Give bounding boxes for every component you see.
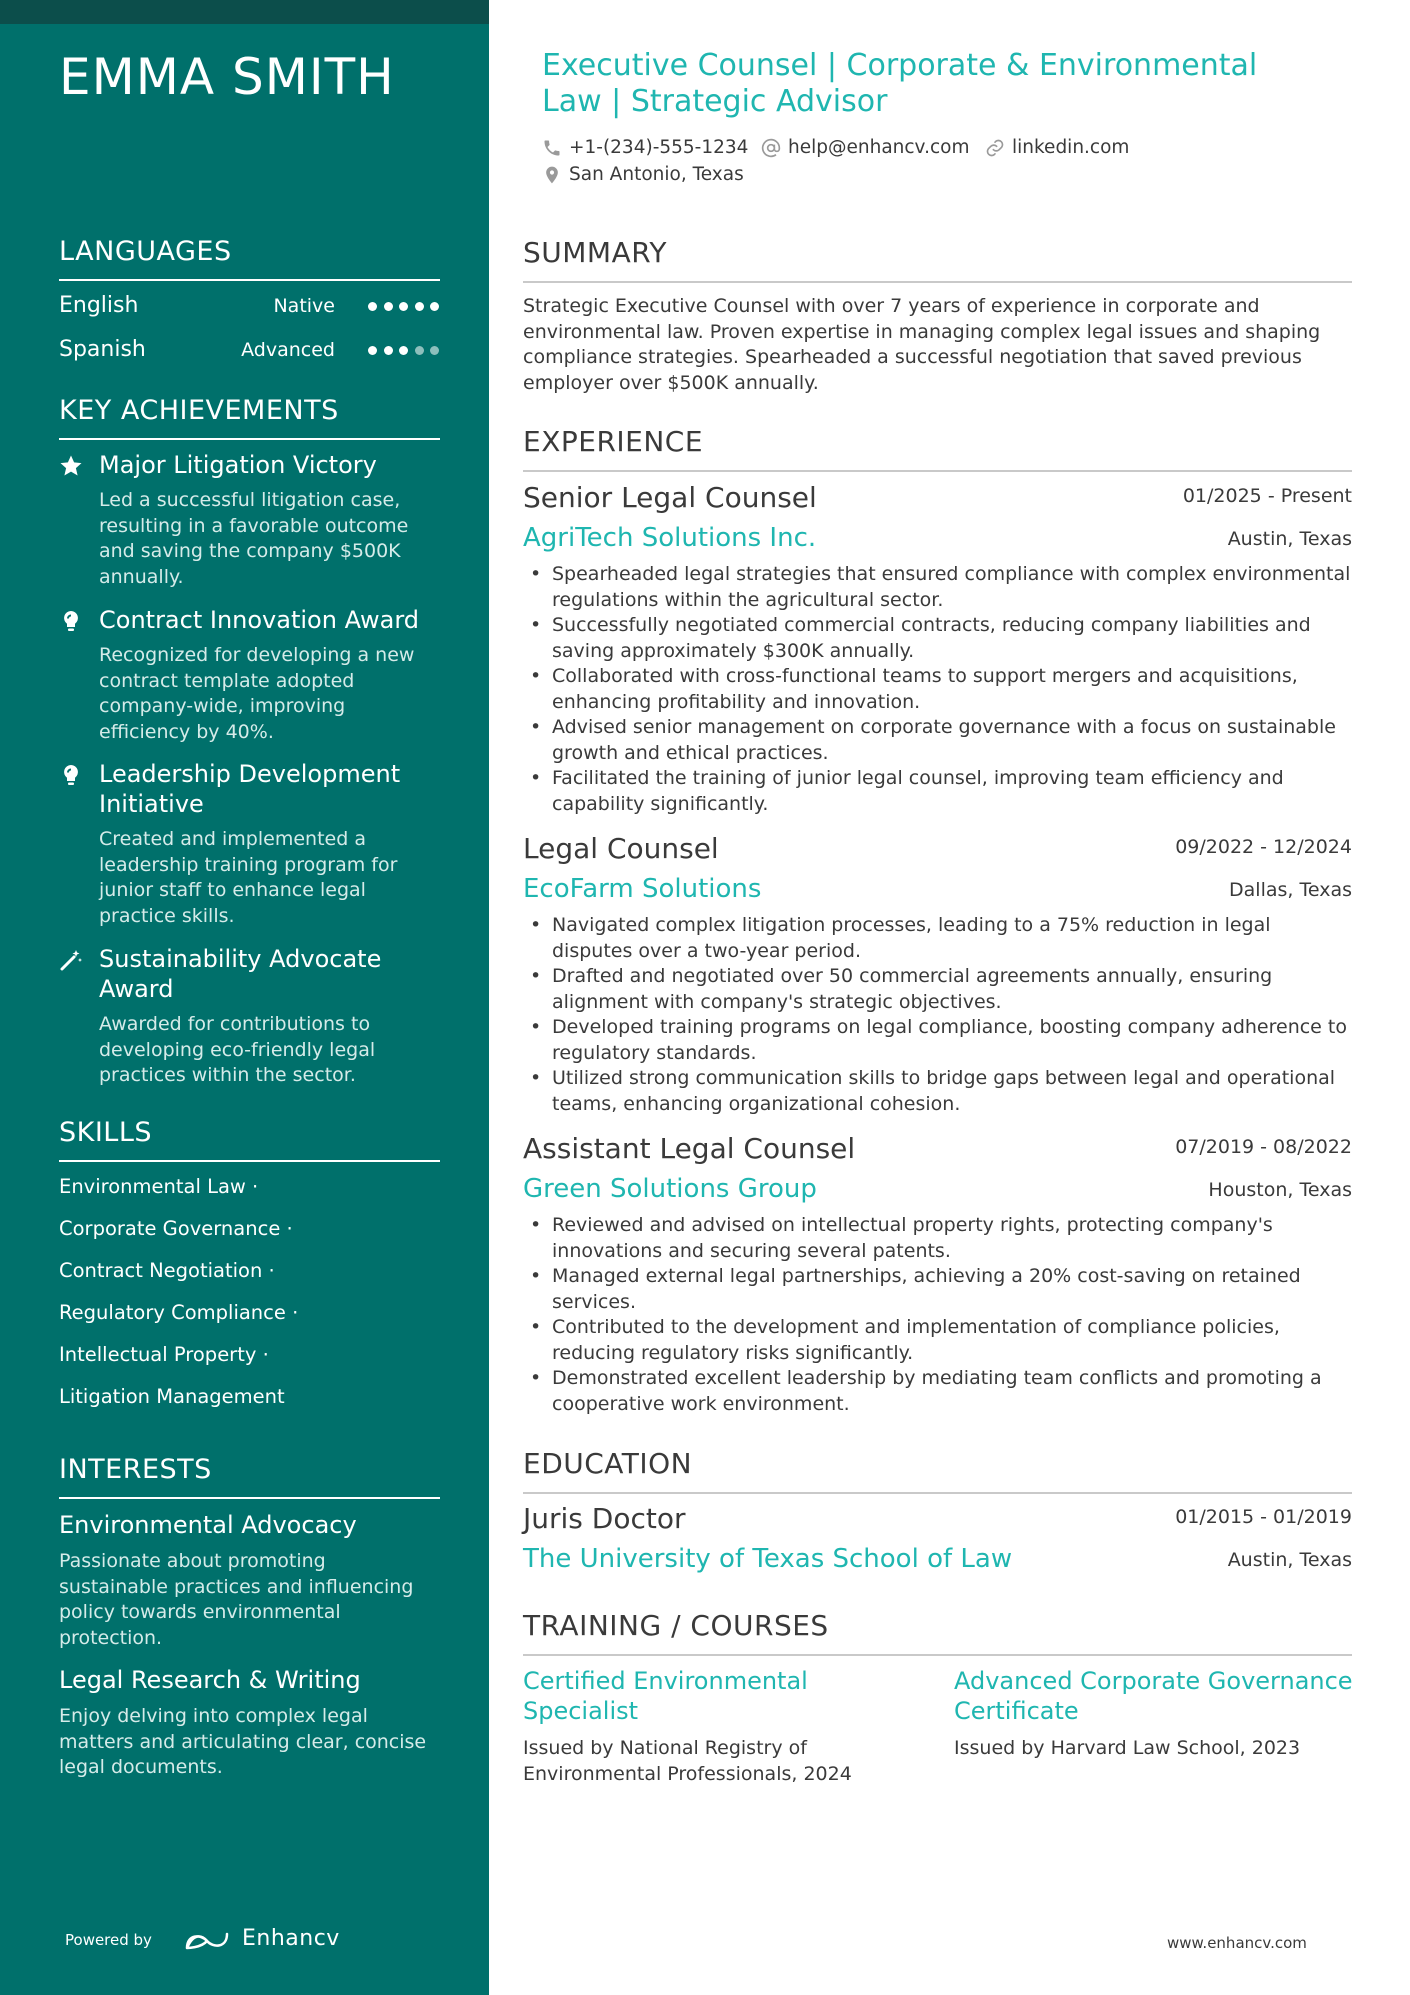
magic-wand-icon bbox=[59, 948, 83, 972]
language-rating bbox=[368, 346, 440, 358]
list-item: • Advised senior management on corporate governance with a focus on sustainable growth and ethical practices. bbox=[523, 715, 1352, 766]
interest-title: Legal Research & Writing bbox=[59, 1666, 361, 1694]
achievement-desc: Recognized for developing a new contract template adopted company-wide, improving efficiency by 40%. bbox=[99, 644, 415, 743]
achievement-desc: Awarded for contributions to developing eco-friendly legal practices within the sector. bbox=[99, 1013, 376, 1086]
language-level: Advanced bbox=[241, 339, 335, 361]
headline: Executive Counsel | Corporate & Environmental Law | Strategic Advisor bbox=[542, 48, 1258, 119]
skill-item: Corporate Governance · bbox=[59, 1217, 293, 1240]
achievement-title: Contract Innovation Award bbox=[99, 606, 420, 634]
rating-dot bbox=[368, 346, 377, 355]
course-title: Advanced Corporate Governance Certificate bbox=[954, 1667, 1353, 1725]
job-date: 07/2019 - 08/2022 bbox=[1175, 1136, 1352, 1158]
list-item: • Drafted and negotiated over 50 commercial agreements annually, ensuring alignment with company's strategic objectives. bbox=[523, 964, 1352, 1015]
list-item: • Developed training programs on legal compliance, boosting company adherence to regulatory standards. bbox=[523, 1015, 1352, 1066]
enhancv-brand[interactable]: Enhancv bbox=[242, 1926, 340, 1951]
education-location: Austin, Texas bbox=[1227, 1549, 1352, 1571]
job-title: Senior Legal Counsel bbox=[523, 481, 817, 514]
job-bullets bbox=[523, 562, 1352, 817]
rating-dot bbox=[415, 346, 424, 355]
rating-dot bbox=[430, 302, 439, 311]
education-date: 01/2015 - 01/2019 bbox=[1175, 1506, 1352, 1528]
job-company: Green Solutions Group bbox=[523, 1174, 817, 1204]
course-desc: Issued by National Registry of Environmental Professionals, 2024 bbox=[523, 1737, 852, 1785]
interest-desc: Passionate about promoting sustainable practices and influencing policy towards environmental protection. bbox=[59, 1550, 414, 1649]
school-name: The University of Texas School of Law bbox=[523, 1544, 1013, 1574]
achievement-title: Leadership Development Initiative bbox=[99, 760, 401, 818]
job-date: 09/2022 - 12/2024 bbox=[1175, 836, 1352, 858]
interest-desc: Enjoy delving into complex legal matters and articulating clear, concise legal documents. bbox=[59, 1705, 427, 1778]
job-location: Austin, Texas bbox=[1227, 528, 1352, 550]
achievement-title: Sustainability Advocate Award bbox=[99, 945, 382, 1003]
list-item: • Managed external legal partnerships, achieving a 20% cost-saving on retained services. bbox=[523, 1264, 1352, 1315]
list-item: • Demonstrated excellent leadership by mediating team conflicts and promoting a cooperative work environment. bbox=[523, 1366, 1352, 1417]
rating-dot bbox=[399, 346, 408, 355]
job-bullets bbox=[523, 913, 1352, 1117]
powered-by-label: Powered by bbox=[65, 1931, 152, 1949]
email-text[interactable]: help@enhancv.com bbox=[788, 137, 970, 158]
linkedin-link[interactable]: linkedin.com bbox=[1012, 137, 1130, 158]
language-level: Native bbox=[273, 295, 335, 317]
language-rating bbox=[368, 302, 440, 314]
enhancv-logo-icon[interactable] bbox=[183, 1926, 231, 1956]
rating-dot bbox=[430, 346, 439, 355]
rating-dot bbox=[384, 346, 393, 355]
rating-dot bbox=[384, 302, 393, 311]
achievements-heading: KEY ACHIEVEMENTS bbox=[59, 395, 440, 440]
summary-text: Strategic Executive Counsel with over 7 years of experience in corporate and environmental law. Proven expertise in managing complex legal issues and shaping compliance strategies. Spearheaded a successful negotiation that saved previous employer over $500K annually. bbox=[523, 295, 1321, 394]
lightbulb-icon bbox=[59, 609, 83, 633]
phone-text[interactable]: +1-(234)-555-1234 bbox=[569, 137, 749, 158]
summary-heading: SUMMARY bbox=[523, 236, 1352, 283]
interest-title: Environmental Advocacy bbox=[59, 1511, 357, 1539]
rating-dot bbox=[368, 302, 377, 311]
sidebar-top-bar bbox=[0, 0, 489, 24]
location-pin-icon bbox=[542, 165, 562, 185]
rating-dot bbox=[399, 302, 408, 311]
course-desc: Issued by Harvard Law School, 2023 bbox=[954, 1737, 1301, 1759]
at-sign-icon bbox=[761, 138, 781, 158]
list-item: • Contributed to the development and implementation of compliance policies, reducing regulatory risks significantly. bbox=[523, 1315, 1352, 1366]
job-date: 01/2025 - Present bbox=[1182, 485, 1352, 507]
job-location: Houston, Texas bbox=[1208, 1179, 1352, 1201]
job-location: Dallas, Texas bbox=[1229, 879, 1352, 901]
skills-heading: SKILLS bbox=[59, 1117, 440, 1162]
education-heading: EDUCATION bbox=[523, 1447, 1352, 1494]
location-text: San Antonio, Texas bbox=[569, 164, 744, 185]
languages-heading: LANGUAGES bbox=[59, 236, 440, 281]
job-bullets bbox=[523, 1213, 1352, 1417]
list-item: • Spearheaded legal strategies that ensured compliance with complex environmental regulations within the agricultural sector. bbox=[523, 562, 1352, 613]
job-title: Assistant Legal Counsel bbox=[523, 1132, 856, 1165]
training-heading: TRAINING / COURSES bbox=[523, 1609, 1352, 1656]
experience-heading: EXPERIENCE bbox=[523, 425, 1352, 472]
skill-item: Contract Negotiation · bbox=[59, 1259, 275, 1282]
achievement-desc: Created and implemented a leadership training program for junior staff to enhance legal practice skills. bbox=[99, 828, 398, 927]
language-name: English bbox=[59, 293, 139, 318]
degree-title: Juris Doctor bbox=[523, 1502, 686, 1535]
list-item: • Collaborated with cross-functional teams to support mergers and acquisitions, enhancing profitability and innovation. bbox=[523, 664, 1352, 715]
star-icon bbox=[59, 454, 83, 478]
list-item: • Navigated complex litigation processes, leading to a 75% reduction in legal disputes over a two-year period. bbox=[523, 913, 1352, 964]
language-row bbox=[59, 337, 440, 371]
language-name: Spanish bbox=[59, 337, 146, 362]
language-row bbox=[59, 293, 440, 327]
list-item: • Utilized strong communication skills to bridge gaps between legal and operational teams, enhancing organizational cohesion. bbox=[523, 1066, 1352, 1117]
achievement-desc: Led a successful litigation case, resulting in a favorable outcome and saving the company $500K annually. bbox=[99, 489, 409, 588]
list-item: • Successfully negotiated commercial contracts, reducing company liabilities and saving approximately $300K annually. bbox=[523, 613, 1352, 664]
job-company: EcoFarm Solutions bbox=[523, 874, 762, 904]
phone-icon bbox=[542, 138, 562, 158]
interests-heading: INTERESTS bbox=[59, 1454, 440, 1499]
skill-item: Regulatory Compliance · bbox=[59, 1301, 299, 1324]
skill-item: Environmental Law · bbox=[59, 1175, 259, 1198]
course-title: Certified Environmental Specialist bbox=[523, 1667, 808, 1725]
lightbulb-icon bbox=[59, 763, 83, 787]
rating-dot bbox=[415, 302, 424, 311]
skill-item: Litigation Management bbox=[59, 1385, 285, 1408]
job-company: AgriTech Solutions Inc. bbox=[523, 523, 817, 553]
candidate-name: EMMA SMITH bbox=[59, 48, 395, 106]
job-title: Legal Counsel bbox=[523, 832, 719, 865]
link-icon bbox=[985, 138, 1005, 158]
list-item: • Facilitated the training of junior legal counsel, improving team efficiency and capability significantly. bbox=[523, 766, 1352, 817]
footer-website[interactable]: www.enhancv.com bbox=[1167, 1934, 1307, 1952]
skill-item: Intellectual Property · bbox=[59, 1343, 269, 1366]
list-item: • Reviewed and advised on intellectual property rights, protecting company's innovations and securing several patents. bbox=[523, 1213, 1352, 1264]
achievement-title: Major Litigation Victory bbox=[99, 451, 377, 479]
